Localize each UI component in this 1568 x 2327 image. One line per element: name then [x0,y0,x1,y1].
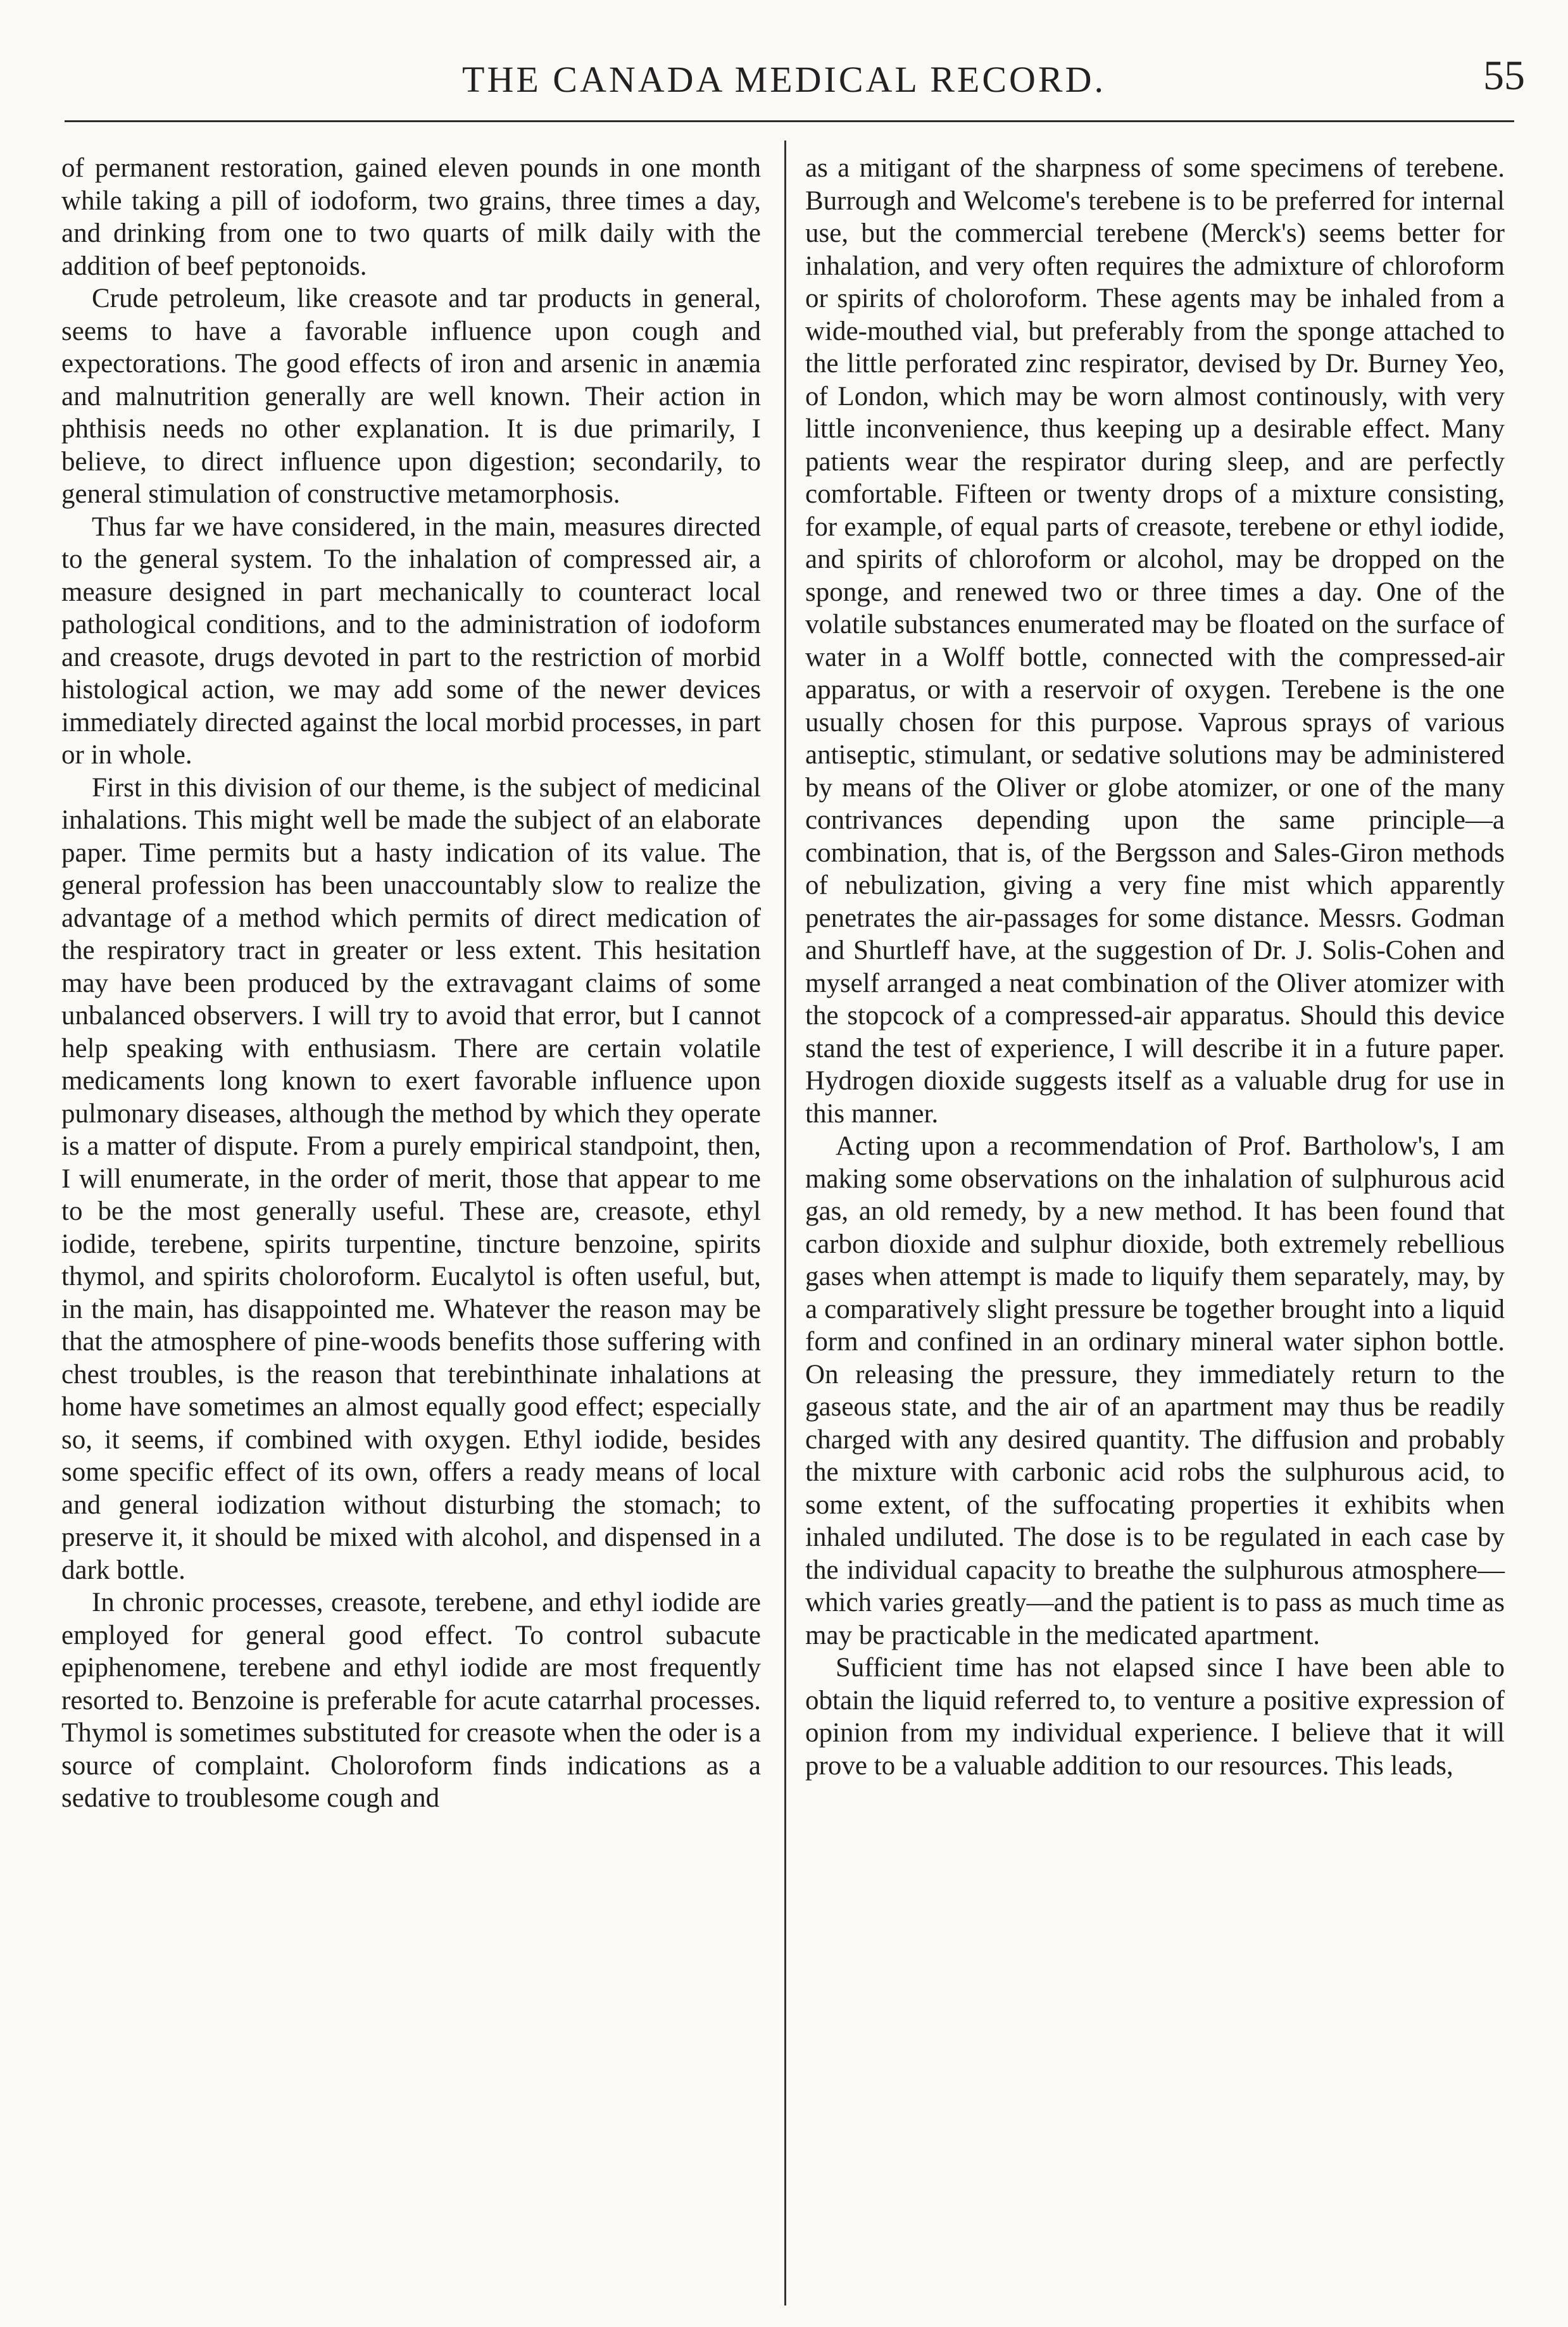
column-divider [784,141,786,2305]
paragraph: First in this division of our theme, is the subject of medicinal inhalations. This might well be made the subject of an elaborate paper. Time permits but a hasty indication of its value. The general profession has been unaccountably slow to realize the advantage of a method which permits of direct medication of the respiratory tract in greater or less extent. This hesitation may have been produced by the extravagant claims of some unbalanced observers. I will try to avoid that error, but I cannot help speaking with enthusiasm. There are certain volatile medicaments long known to exert favorable influence upon pulmonary diseases, although the method by which they operate is a matter of dispute. From a purely empirical standpoint, then, I will enumerate, in the order of merit, those that appear to me to be the most generally useful. These are, creasote, ethyl iodide, terebene, spirits turpentine, tincture benzoine, spirits thymol, and spirits choloroform. Eucalytol is often useful, but, in the main, has disappointed me. Whatever the reason may be that the atmosphere of pine-woods benefits those suffering with chest troubles, is the reason that terebinthinate inhalations at home have sometimes an almost equally good effect; especially so, it seems, if combined with oxygen. Ethyl iodide, besides some specific effect of its own, offers a ready means of local and general iodization without disturbing the stomach; to preserve it, it should be mixed with alcohol, and dispensed in a dark bottle. [61,772,761,1585]
right-column [805,152,1505,1782]
paragraph: Thus far we have considered, in the main, measures directed to the general system. To the inhalation of compressed air, a measure designed in part mechanically to counteract local pathological conditions, and to the administration of iodoform and creasote, drugs devoted in part to the restriction of morbid histological action, we may add some of the newer devices immediately directed against the local morbid processes, in part or in whole. [61,511,761,770]
paragraph: Sufficient time has not elapsed since I have been able to obtain the liquid referred to, to venture a positive expression of opinion from my individual experience. I believe that it will prove to be a valuable addition to our resources. This leads, [805,1653,1505,1781]
left-column [61,152,761,1815]
running-head [0,53,1568,109]
header-rule [65,120,1514,122]
paragraph: as a mitigant of the sharpness of some specimens of terebene. Burrough and Welcome's terebene is to be preferred for internal use, but the commercial terebene (Merck's) seems better for inhalation, and very often requires the admixture of chloroform or spirits of choloroform. These agents may be inhaled from a wide-mouthed vial, but preferably from the sponge attached to the little perforated zinc respirator, devised by Dr. Burney Yeo, of London, which may be worn almost continously, with very little inconvenience, thus keeping up a desirable effect. Many patients wear the respirator during sleep, and are perfectly comfortable. Fifteen or twenty drops of a mixture consisting, for example, of equal parts of creasote, terebene or ethyl iodide, and spirits of chloroform or alcohol, may be dropped on the sponge, and renewed two or three times a day. One of the volatile substances enumerated may be floated on the surface of water in a Wolff bottle, connected with the compressed-air apparatus, or with a reservoir of oxygen. Terebene is the one usually chosen for this purpose. Vaprous sprays of various antiseptic, stimulant, or sedative solutions may be administered by means of the Oliver or globe atomizer, or one of the many contrivances depending upon the same principle—a combination, that is, of the Bergsson and Sales-Giron methods of nebulization, giving a very fine mist which apparently penetrates the air-passages for some distance. Messrs. Godman and Shurtleff have, at the suggestion of Dr. J. Solis-Cohen and myself arranged a neat combination of the Oliver atomizer with the stopcock of a compressed-air apparatus. Should this device stand the test of experience, I will describe it in a future paper. Hydrogen dioxide suggests itself as a valuable drug for use in this manner. [805,153,1505,1129]
paragraph: Crude petroleum, like creasote and tar products in general, seems to have a favorable influence upon cough and expectorations. The good effects of iron and arsenic in anæmia and malnutrition generally are well known. Their action in phthisis needs no other explanation. It is due primarily, I believe, to direct influence upon digestion; secondarily, to general stimulation of constructive metamorphosis. [61,284,761,509]
page-number: 55 [1483,53,1525,99]
paragraph: Acting upon a recommendation of Prof. Bartholow's, I am making some observations on the inhalation of sulphurous acid gas, an old remedy, by a new method. It has been found that carbon dioxide and sulphur dioxide, both extremely rebellious gases when attempt is made to liquify them separately, may, by a comparatively slight pressure be together brought into a liquid form and confined in an ordinary mineral water siphon bottle. On releasing the pressure, they immediately return to the gaseous state, and the air of an apartment may thus be readily charged with any desired quantity. The diffusion and probably the mixture with carbonic acid robs the sulphurous acid, to some extent, of the suffocating properties it exhibits when inhaled undiluted. The dose is to be regulated in each case by the individual capacity to breathe the sulphurous atmosphere—which varies greatly—and the patient is to pass as much time as may be practicable in the medicated apartment. [805,1131,1505,1650]
running-title: THE CANADA MEDICAL RECORD. [462,59,1106,100]
paragraph: of permanent restoration, gained eleven pounds in one month while taking a pill of iodoform, two grains, three times a day, and drinking from one to two quarts of milk daily with the addition of beef peptonoids. [61,153,761,281]
paragraph: In chronic processes, creasote, terebene, and ethyl iodide are employed for general good effect. To control subacute epiphenomene, terebene and ethyl iodide are most frequently resorted to. Benzoine is preferable for acute catarrhal processes. Thymol is sometimes substituted for creasote when the oder is a source of complaint. Choloroform finds indications as a sedative to troublesome cough and [61,1588,761,1813]
